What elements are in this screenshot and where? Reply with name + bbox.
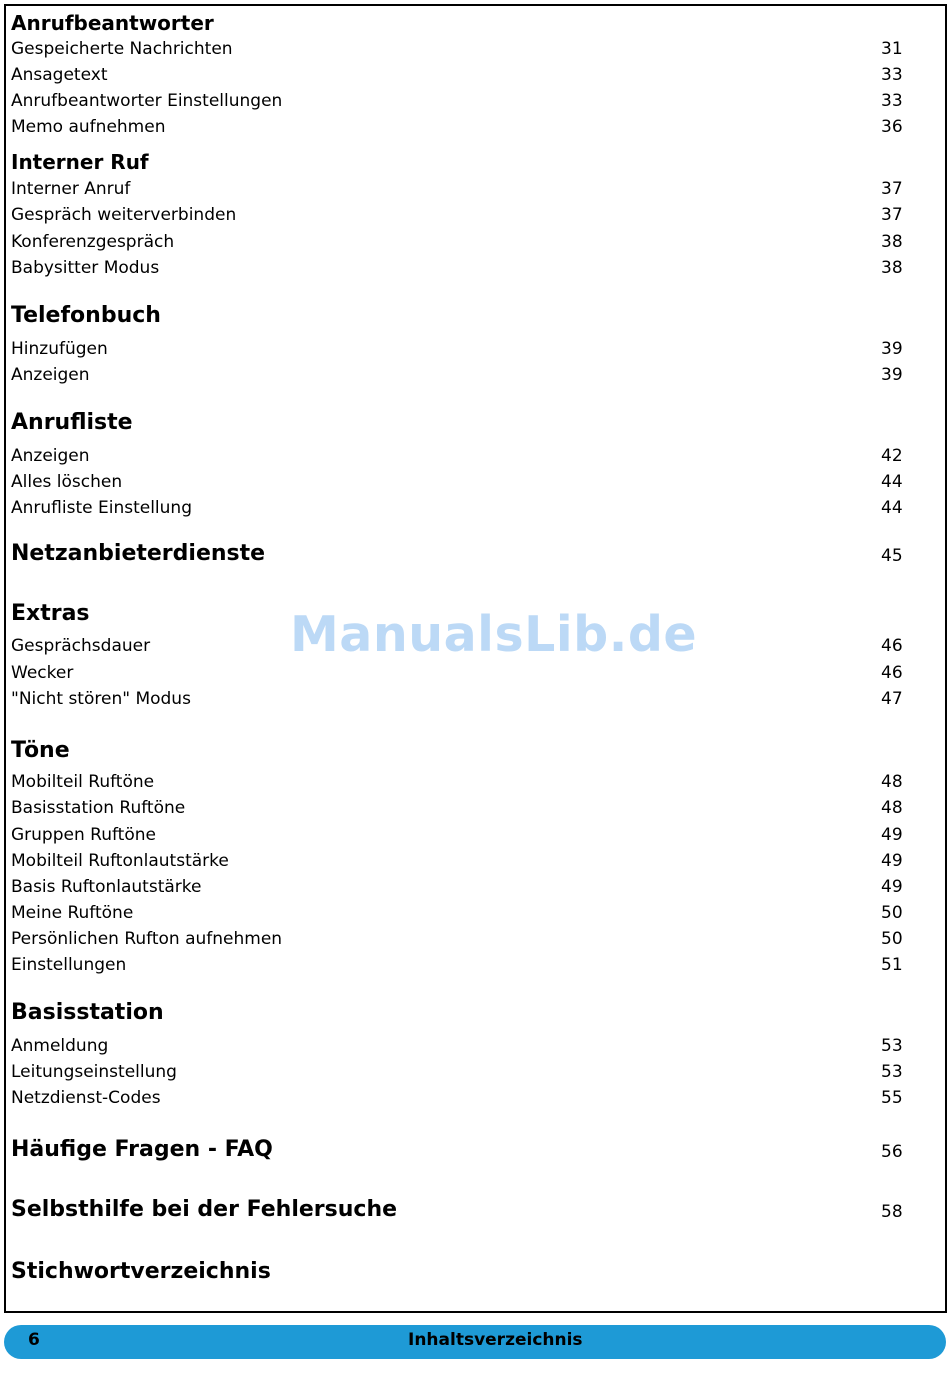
entry-label: Memo aufnehmen [11, 117, 166, 137]
section-title: Telefonbuch [11, 303, 161, 328]
entry-page: 50 [881, 903, 903, 923]
entry-page: 42 [881, 446, 903, 466]
section-title: Anrufbeantworter [11, 11, 214, 35]
toc-entry[interactable] [11, 36, 945, 62]
entry-page: 37 [881, 179, 903, 199]
entry-page: 37 [881, 205, 903, 225]
entry-label: Anzeigen [11, 446, 90, 466]
section-heading[interactable] [11, 998, 945, 1028]
toc-entry[interactable] [11, 202, 945, 228]
entry-label: Anrufliste Einstellung [11, 498, 192, 518]
section-title: Stichwortverzeichnis [11, 1259, 271, 1284]
toc-entry[interactable] [11, 114, 945, 140]
toc-entry[interactable] [11, 362, 945, 388]
entry-page: 33 [881, 65, 903, 85]
watermark: ManualsLib.de [290, 606, 698, 663]
entry-label: "Nicht stören" Modus [11, 689, 191, 709]
entry-label: Basis Ruftonlautstärke [11, 877, 202, 897]
entry-page: 49 [881, 825, 903, 845]
entry-page: 53 [881, 1036, 903, 1056]
toc-entry[interactable] [11, 1085, 945, 1111]
section-heading[interactable] [11, 1257, 945, 1287]
entry-page: 44 [881, 498, 903, 518]
section-title: Extras [11, 601, 90, 626]
entry-page: 33 [881, 91, 903, 111]
entry-label: Netzdienst-Codes [11, 1088, 161, 1108]
section-page: 58 [881, 1202, 903, 1222]
toc-entry[interactable] [11, 88, 945, 114]
toc-entry[interactable] [11, 795, 945, 821]
section-heading[interactable] [11, 539, 945, 569]
section-title: Anrufliste [11, 410, 133, 435]
page-number: 6 [28, 1330, 40, 1350]
toc-entry[interactable] [11, 495, 945, 521]
toc-entry[interactable] [11, 336, 945, 362]
section-heading[interactable] [11, 408, 945, 438]
entry-page: 39 [881, 365, 903, 385]
toc-entry[interactable] [11, 469, 945, 495]
entry-page: 38 [881, 232, 903, 252]
toc-entry[interactable] [11, 686, 945, 712]
toc-entry[interactable] [11, 176, 945, 202]
entry-page: 31 [881, 39, 903, 59]
entry-label: Meine Ruftöne [11, 903, 134, 923]
entry-page: 39 [881, 339, 903, 359]
page-footer-bar [4, 1325, 946, 1359]
entry-page: 49 [881, 877, 903, 897]
entry-label: Ansagetext [11, 65, 108, 85]
toc-entry[interactable] [11, 1059, 945, 1085]
section-title: Häufige Fragen - FAQ [11, 1137, 273, 1162]
entry-label: Gesprächsdauer [11, 636, 151, 656]
entry-label: Interner Anruf [11, 179, 131, 199]
entry-page: 48 [881, 772, 903, 792]
entry-label: Gruppen Ruftöne [11, 825, 156, 845]
toc-entry[interactable] [11, 443, 945, 469]
entry-label: Hinzufügen [11, 339, 108, 359]
section-title: Netzanbieterdienste [11, 541, 266, 566]
entry-label: Babysitter Modus [11, 258, 160, 278]
entry-label: Anrufbeantworter Einstellungen [11, 91, 283, 111]
section-page: 56 [881, 1142, 903, 1162]
toc-entry[interactable] [11, 660, 945, 686]
section-title: Basisstation [11, 1000, 164, 1025]
toc-entry[interactable] [11, 229, 945, 255]
entry-page: 46 [881, 636, 903, 656]
toc-entry[interactable] [11, 848, 945, 874]
entry-label: Basisstation Ruftöne [11, 798, 186, 818]
entry-page: 51 [881, 955, 903, 975]
entry-label: Persönlichen Rufton aufnehmen [11, 929, 283, 949]
entry-label: Anzeigen [11, 365, 90, 385]
entry-page: 38 [881, 258, 903, 278]
section-heading[interactable] [11, 149, 945, 179]
toc-entry[interactable] [11, 822, 945, 848]
entry-label: Gespräch weiterverbinden [11, 205, 237, 225]
entry-page: 36 [881, 117, 903, 137]
entry-label: Wecker [11, 663, 74, 683]
footer-title: Inhaltsverzeichnis [408, 1330, 583, 1350]
toc-entry[interactable] [11, 926, 945, 952]
entry-page: 48 [881, 798, 903, 818]
entry-page: 47 [881, 689, 903, 709]
section-heading[interactable] [11, 301, 945, 331]
toc-entry[interactable] [11, 874, 945, 900]
entry-label: Anmeldung [11, 1036, 109, 1056]
entry-label: Alles löschen [11, 472, 123, 492]
entry-label: Gespeicherte Nachrichten [11, 39, 233, 59]
entry-page: 55 [881, 1088, 903, 1108]
section-title: Töne [11, 738, 70, 763]
toc-entry[interactable] [11, 255, 945, 281]
entry-page: 44 [881, 472, 903, 492]
entry-label: Leitungseinstellung [11, 1062, 177, 1082]
toc-entry[interactable] [11, 900, 945, 926]
toc-entry[interactable] [11, 952, 945, 978]
section-heading[interactable] [11, 1135, 945, 1165]
entry-page: 46 [881, 663, 903, 683]
entry-page: 50 [881, 929, 903, 949]
entry-label: Mobilteil Ruftonlautstärke [11, 851, 229, 871]
entry-page: 49 [881, 851, 903, 871]
section-title: Selbsthilfe bei der Fehlersuche [11, 1197, 398, 1222]
toc-entry[interactable] [11, 769, 945, 795]
toc-entry[interactable] [11, 62, 945, 88]
section-heading[interactable] [11, 1195, 945, 1225]
toc-entry[interactable] [11, 1033, 945, 1059]
section-heading[interactable] [11, 736, 945, 766]
entry-label: Mobilteil Ruftöne [11, 772, 155, 792]
entry-page: 53 [881, 1062, 903, 1082]
entry-label: Konferenzgespräch [11, 232, 175, 252]
section-title: Interner Ruf [11, 150, 149, 174]
section-page: 45 [881, 546, 903, 566]
entry-label: Einstellungen [11, 955, 127, 975]
